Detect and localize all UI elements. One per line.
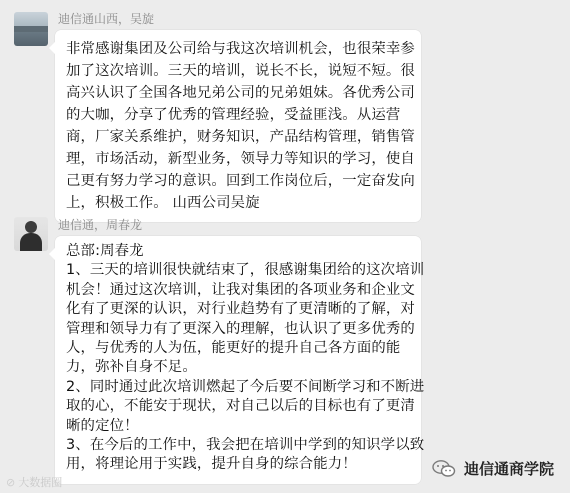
message-line: 2、同时通过此次培训燃起了今后要不间断学习和不断进 (66, 378, 425, 395)
message-line: 3、在今后的工作中，我会把在培训中学到的知识学以致 (66, 437, 425, 454)
message-line: 非常感谢集团及公司给与我这次培训机会，也很荣幸参 (66, 41, 415, 57)
message-line: 人，与优秀的人为伍，能更好的提升自己各方面的能 (66, 340, 401, 357)
message-line: 己更有努力学习的意识。回到工作岗位后，一定奋发向 (66, 173, 415, 189)
message-line: 1、三天的培训很快就结束了，很感谢集团给的这次培训 (66, 262, 425, 279)
message-line: 力，弥补自身不足。 (66, 359, 197, 376)
message-line: 的大咖，分享了优秀的管理经验，受益匪浅。从运营 (66, 107, 401, 123)
watermark-left (6, 474, 62, 490)
message-line: 化有了更深的认识，对行业趋势有了更清晰的了解，对 (66, 301, 415, 318)
sender-name: 迪信通山西，吴旋 (58, 12, 155, 26)
message-line: 用，将理论用于实践，提升自身的综合能力！ (66, 456, 357, 473)
avatar-landscape (14, 26, 48, 32)
watermark-right (432, 458, 554, 479)
message-line: 理，市场活动，新型业务，领导力等知识的学习，使自 (66, 151, 415, 167)
avatar[interactable] (14, 12, 48, 46)
watermark-left-text: 大数据圈 (18, 476, 63, 489)
avatar[interactable] (14, 217, 48, 251)
message-line: 取的心，不能安于现状，对自己以后的目标也有了更清 (66, 398, 415, 415)
message-line: 商，厂家关系维护，财务知识，产品结构管理，销售管 (66, 129, 415, 145)
link-icon: ⊘ (6, 476, 16, 489)
watermark-right-text: 迪信通商学院 (463, 460, 554, 478)
message-line: 上，积极工作。 山西公司吴旋 (66, 195, 260, 211)
avatar-head (25, 221, 37, 233)
message-line: 高兴认识了全国各地兄弟公司的兄弟姐妹。各优秀公司 (66, 85, 415, 101)
sender-name: 迪信通，周春龙 (58, 218, 143, 232)
message-line: 机会！通过这次培训，让我对集团的各项业务和企业文 (66, 281, 415, 298)
message-line: 总部:周春龙 (66, 243, 144, 259)
message-bubble[interactable] (55, 236, 425, 484)
avatar-body (20, 233, 42, 251)
message-line: 加了这次培训。三天的培训，说长不长，说短不短。很 (66, 63, 415, 79)
wechat-icon (432, 460, 456, 478)
message-line: 管理和领导力有了更深入的理解，也认识了更多优秀的 (66, 320, 415, 337)
message-line: 晰的定位！ (66, 417, 139, 434)
message-bubble[interactable] (55, 30, 421, 222)
